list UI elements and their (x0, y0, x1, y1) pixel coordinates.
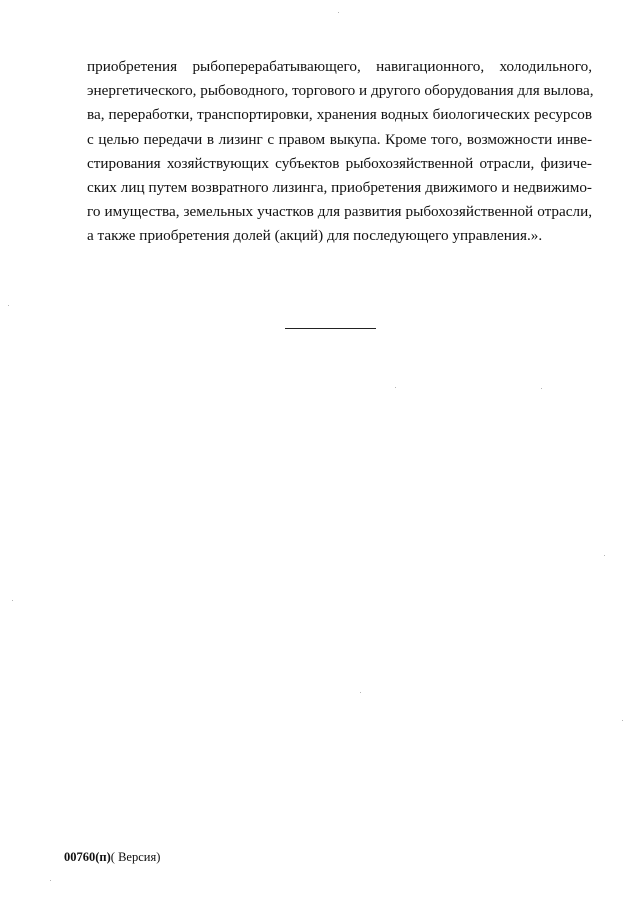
separator-line (285, 328, 376, 329)
text-line: го имущества, земельных участков для развития рыбохозяйственной отрасли, (87, 203, 592, 221)
scan-speck (50, 880, 51, 881)
scan-speck (12, 600, 13, 601)
text-line: стирования хозяйствующих субъектов рыбохозяйственной отрасли, физиче- (87, 154, 592, 172)
scan-speck (8, 305, 9, 306)
scan-speck (604, 555, 605, 556)
document-version: ( Версия) (110, 850, 161, 864)
text-line: с целью передачи в лизинг с правом выкупа. Кроме того, возможности инве- (87, 130, 592, 148)
text-line: а также приобретения долей (акций) для последующего управления.». (87, 227, 543, 245)
scan-speck (360, 692, 361, 693)
body-text (87, 55, 592, 249)
scan-speck (395, 387, 396, 388)
text-line: ских лиц путем возвратного лизинга, приобретения движимого и недвижимо- (87, 178, 592, 196)
text-line: ва, переработки, транспортировки, хранения водных биологических ресурсов (87, 106, 592, 124)
text-line: энергетического, рыбоводного, торгового и другого оборудования для вылова, (87, 82, 594, 100)
footer (64, 849, 160, 865)
scan-speck (541, 388, 542, 389)
scan-speck (622, 720, 623, 721)
text-line: приобретения рыбоперерабатывающего, навигационного, холодильного, (87, 58, 592, 75)
scan-speck (338, 12, 339, 13)
document-code: 00760(п) (64, 850, 111, 864)
